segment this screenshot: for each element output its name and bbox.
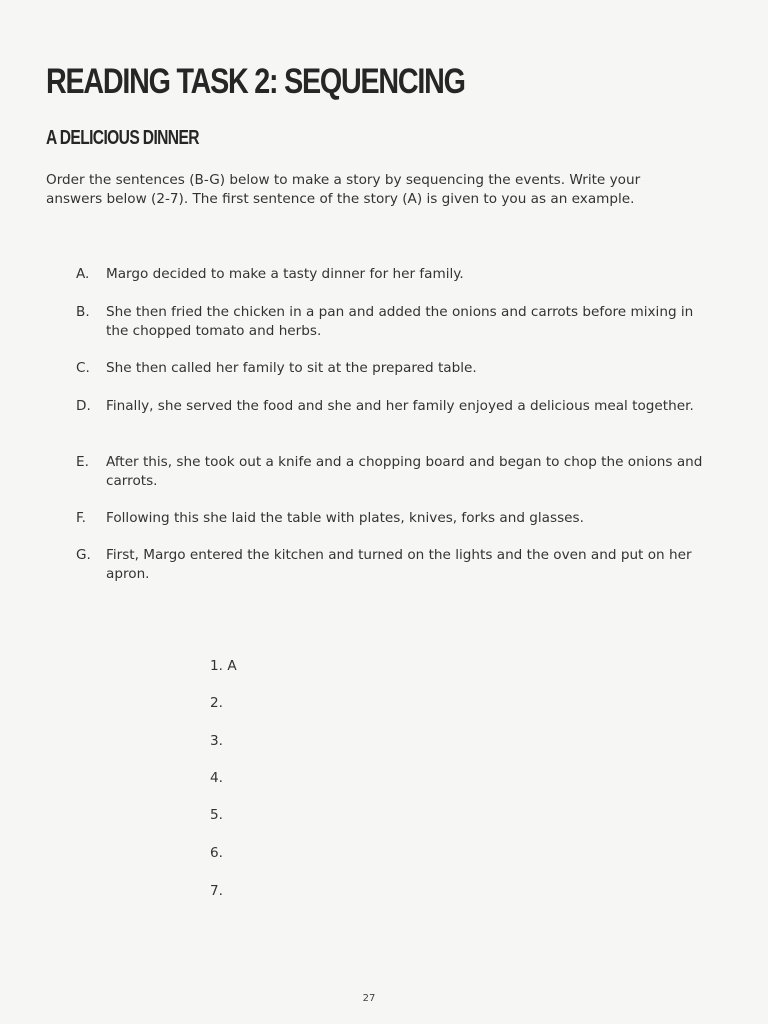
answer-line-4 [210, 769, 223, 788]
sentence-letter: D. [76, 398, 91, 414]
answer-number: 4. [210, 770, 223, 786]
sentence-text: She then called her family to sit at the prepared table. [106, 360, 477, 376]
sentence-item-e [76, 453, 716, 491]
sentence-item-d [76, 397, 716, 416]
answer-number: 5. [210, 807, 223, 823]
answer-line-7 [210, 882, 223, 901]
sentence-letter: E. [76, 454, 89, 470]
sentence-letter: G. [76, 547, 91, 563]
sentence-letter: A. [76, 266, 90, 282]
answer-line-2 [210, 694, 223, 713]
sentence-text: Finally, she served the food and she and her family enjoyed a delicious meal together. [106, 398, 694, 414]
answer-line-3 [210, 732, 223, 751]
answer-line-5 [210, 806, 223, 825]
sentence-text: Margo decided to make a tasty dinner for her family. [106, 266, 464, 282]
answer-value: A [227, 658, 237, 674]
sentence-text: She then fried the chicken in a pan and added the onions and carrots before mixing in the chopped tomato and herbs. [106, 304, 694, 339]
instructions-text: Order the sentences (B-G) below to make a story by sequencing the events. Write your answers below (2-7). The first sentence of the story (A) is given to you as an example. [46, 172, 641, 207]
sentence-item-c [76, 359, 716, 378]
sentence-text: First, Margo entered the kitchen and turned on the lights and the oven and put on her apron. [106, 547, 692, 582]
section-subtitle: A DELICIOUS DINNER [46, 127, 199, 149]
sentence-letter: C. [76, 360, 90, 376]
answer-number: 2. [210, 695, 223, 711]
answer-number: 3. [210, 733, 223, 749]
sentence-item-a [76, 265, 716, 284]
sentence-text: After this, she took out a knife and a chopping board and began to chop the onions and carrots. [106, 454, 703, 489]
sentence-item-g [76, 546, 716, 584]
sentence-item-b [76, 303, 716, 341]
sentence-letter: B. [76, 304, 90, 320]
answer-number: 1. [210, 658, 223, 674]
sentence-text: Following this she laid the table with plates, knives, forks and glasses. [106, 510, 584, 526]
answer-number: 7. [210, 883, 223, 899]
sentence-item-f [76, 509, 716, 528]
page-title: READING TASK 2: SEQUENCING [46, 62, 465, 101]
sentence-letter: F. [76, 510, 86, 526]
page-number: 27 [362, 993, 376, 1004]
answer-line-6 [210, 844, 223, 863]
answer-line-1 [210, 657, 237, 676]
answer-number: 6. [210, 845, 223, 861]
